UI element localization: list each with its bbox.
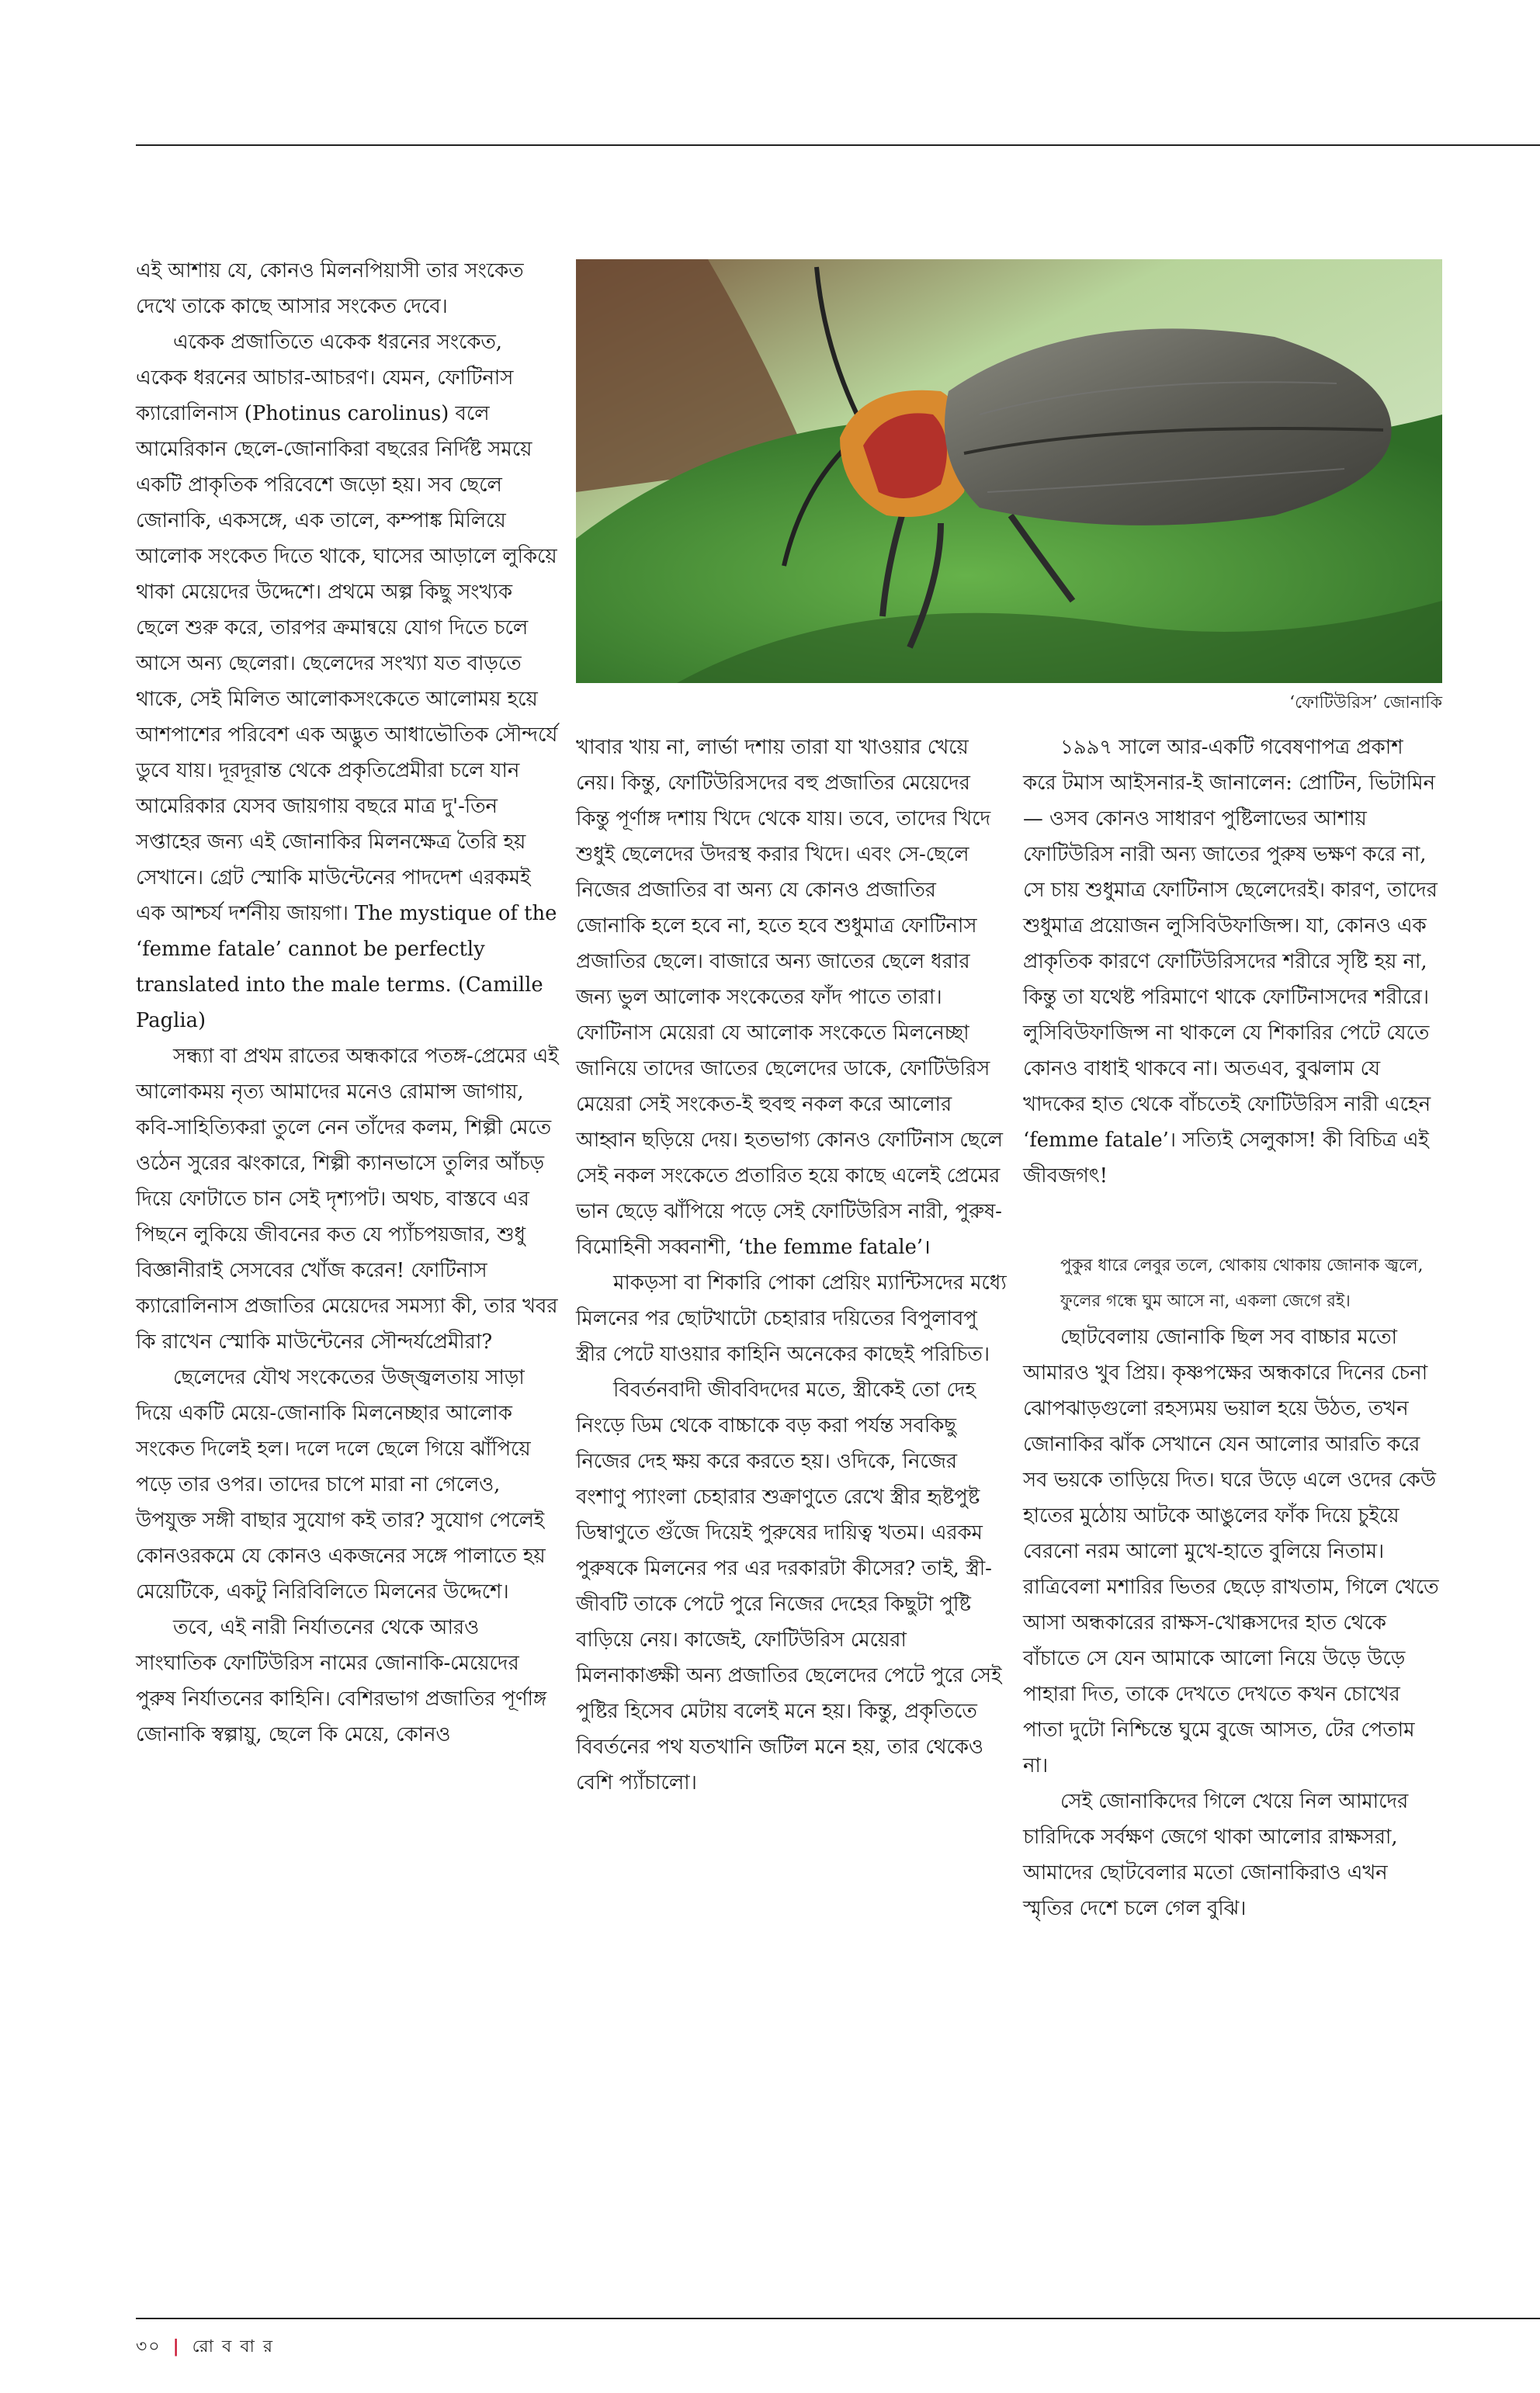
poem-line: পুকুর ধারে লেবুর তলে, থোকায় থোকায় জোনাক জ্বলে, (1060, 1256, 1424, 1275)
paragraph: এই আশায় যে, কোনও মিলনপিয়াসী তার সংকেত দেখে তাকে কাছে আসার সংকেত দেবে। (136, 259, 524, 318)
text-column-3 (1023, 730, 1442, 1927)
paragraph: সেই জোনাকিদের গিলে খেয়ে নিল আমাদের চারিদিকে সর্বক্ষণ জেগে থাকা আলোর রাক্ষসরা, আমাদের ছোটবেলার মতো জোনাকিরাও এখন স্মৃতির দেশে চলে গেল বুঝি। (1023, 1790, 1409, 1920)
paragraph: সন্ধ্যা বা প্রথম রাতের অন্ধকারে পতঙ্গ-প্রেমের এই আলোকময় নৃত্য আমাদের মনেও রোমান্স জাগায়, কবি-সাহিত্যিকরা তুলে নেন তাঁদের কলম, শিল্পী মেতে ওঠেন সুরের ঝংকারে, শিল্পী ক্যানভাসে তুলির আঁচড় দিয়ে ফোটাতে চান সেই দৃশ্যপট। অথচ, বাস্তবে এর পিছনে লুকিয়ে জীবনের কত যে প্যাঁচপয়জার, শুধু বিজ্ঞানীরাই সেসবের খোঁজ করেন! ফোটিনাস ক্যারোলিনাস প্রজাতির মেয়েদের সমস্যা কী, তার খবর কি রাখেন স্মোকি মাউন্টেনের সৌন্দর্যপ্রেমীরা? (136, 1045, 559, 1354)
paragraph: তবে, এই নারী নির্যাতনের থেকে আরও সাংঘাতিক ফোটিউরিস নামের জোনাকি-মেয়েদের পুরুষ নির্যাতনের কাহিনি। বেশিরভাগ প্রজাতির পূর্ণাঙ্গ জোনাকি স্বল্পায়ু, ছেলে কি মেয়ে, কোনও (136, 1616, 547, 1746)
paragraph: মাকড়সা বা শিকারি পোকা প্রেয়িং ম্যান্টিসদের মধ্যে মিলনের পর ছোটখাটো চেহারার দয়িতের বিপুলাবপু স্ত্রীর পেটে যাওয়ার কাহিনি অনেকের কাছেই পরিচিত। (576, 1271, 1007, 1366)
page-footer (136, 2333, 274, 2362)
paragraph: ছেলেদের যৌথ সংকেতের উজ্জ্বলতায় সাড়া দিয়ে একটি মেয়ে-জোনাকি মিলনেচ্ছার আলোক সংকেত দিলেই হল। দলে দলে ছেলে গিয়ে ঝাঁপিয়ে পড়ে তার ওপর। তাদের চাপে মারা না গেলেও, উপযুক্ত সঙ্গী বাছার সুযোগ কই তার? সুযোগ পেলেই কোনওরকমে যে কোনও একজনের সঙ্গে পালাতে হয় মেয়েটিকে, একটু নিরিবিলিতে মিলনের উদ্দেশে। (136, 1366, 546, 1604)
firefly-photo (576, 259, 1442, 683)
text-column-2 (576, 730, 1007, 1801)
paragraph: ছোটবেলায় জোনাকি ছিল সব বাচ্চার মতো আমারও খুব প্রিয়। কৃষ্ণপক্ষের অন্ধকারে দিনের চেনা ঝোপঝাড়গুলো রহস্যময় ভয়াল হয়ে উঠত, তখন জোনাকির ঝাঁক সেখানে যেন আলোর আরতি করে সব ভয়কে তাড়িয়ে দিত। ঘরে উড়ে এলে ওদের কেউ হাতের মুঠোয় আটকে আঙুলের ফাঁক দিয়ে চুইয়ে বেরনো নরম আলো মুখে-হাতে বুলিয়ে নিতাম। রাত্রিবেলা মশারির ভিতর ছেড়ে রাখতাম, গিলে খেতে আসা অন্ধকারের রাক্ষস-খোক্কসদের হাত থেকে বাঁচাতে সে যেন আমাকে আলো নিয়ে উড়ে উড়ে পাহারা দিত, তাকে দেখতে দেখতে কখন চোখের পাতা দুটো নিশ্চিন্তে ঘুমে বুজে আসত, টের পেতাম না। (1023, 1326, 1439, 1777)
poem-quote (1060, 1248, 1442, 1320)
page-number: ৩০ (136, 2337, 161, 2357)
top-rule (136, 144, 1540, 146)
publication-name: রো ব বা র (192, 2337, 274, 2357)
text-column-1 (136, 253, 559, 1753)
paragraph: ১৯৯৭ সালে আর-একটি গবেষণাপত্র প্রকাশ করে টমাস আইসনার-ই জানালেন: প্রোটিন, ভিটামিন— ওসব কোনও সাধারণ পুষ্টিলাভের আশায় ফোটিউরিস নারী অন্য জাতের পুরুষ ভক্ষণ করে না, সে চায় শুধুমাত্র ফোটিনাস ছেলেদেরই। কারণ, তাদের শুধুমাত্র প্রয়োজন লুসিবিউফাজিন্স। যা, কোনও এক প্রাকৃতিক কারণে ফোটিউরিসদের শরীরে সৃষ্টি হয় না, কিন্তু তা যথেষ্ট পরিমাণে থাকে ফোটিনাসদের শরীরে। লুসিবিউফাজিন্স না থাকলে যে শিকারির পেটে যেতে কোনও বাধাই থাকবে না। অতএব, বুঝলাম যে খাদকের হাত থেকে বাঁচতেই ফোটিউরিস নারী এহেন ‘femme fatale’। সত্যিই সেলুকাস! কী বিচিত্র এই জীবজগৎ! (1023, 736, 1438, 1188)
paragraph: খাবার খায় না, লার্ভা দশায় তারা যা খাওয়ার খেয়ে নেয়। কিন্তু, ফোটিউরিসদের বহু প্রজাতির মেয়েদের কিন্তু পূর্ণাঙ্গ দশায় খিদে থেকে যায়। তবে, তাদের খিদে শুধুই ছেলেদের উদরস্থ করার খিদে। এবং সে-ছেলে নিজের প্রজাতির বা অন্য যে কোনও প্রজাতির জোনাকি হলে হবে না, হতে হবে শুধুমাত্র ফোটিনাস প্রজাতির ছেলে। বাজারে অন্য জাতের ছেলে ধরার জন্য ভুল আলোক সংকেতের ফাঁদ পাতে তারা। ফোটিনাস মেয়েরা যে আলোক সংকেতে মিলনেচ্ছা জানিয়ে তাদের জাতের ছেলেদের ডাকে, ফোটিউরিস মেয়েরা সেই সংকেত-ই হুবহু নকল করে আলোর আহ্বান ছড়িয়ে দেয়। হতভাগ্য কোনও ফোটিনাস ছেলে সেই নকল সংকেতে প্রতারিত হয়ে কাছে এলেই প্রেমের ভান ছেড়ে ঝাঁপিয়ে পড়ে সেই ফোটিউরিস নারী, পুরুষ-বিমোহিনী সব্বনাশী, ‘the femme fatale’। (576, 736, 1003, 1259)
paragraph: একেক প্রজাতিতে একেক ধরনের সংকেত, একেক ধরনের আচার-আচরণ। যেমন, ফোটিনাস ক্যারোলিনাস (Photinus carolinus) বলে আমেরিকান ছেলে-জোনাকিরা বছরের নির্দিষ্ট সময়ে একটি প্রাকৃতিক পরিবেশে জড়ো হয়। সব ছেলে জোনাকি, একসঙ্গে, এক তালে, কম্পাঙ্ক মিলিয়ে আলোক সংকেত দিতে থাকে, ঘাসের আড়ালে লুকিয়ে থাকা মেয়েদের উদ্দেশে। প্রথমে অল্প কিছু সংখ্যক ছেলে শুরু করে, তারপর ক্রমান্বয়ে যোগ দিতে চলে আসে অন্য ছেলেরা। ছেলেদের সংখ্যা যত বাড়তে থাকে, সেই মিলিত আলোকসংকেতে আলোময় হয়ে আশপাশের পরিবেশ এক অদ্ভুত আধাভৌতিক সৌন্দর্যে ডুবে যায়। দূরদূরান্ত থেকে প্রকৃতিপ্রেমীরা চলে যান আমেরিকার যেসব জায়গায় বছরে মাত্র দু'-তিন সপ্তাহের জন্য এই জোনাকির মিলনক্ষেত্র তৈরি হয় সেখানে। গ্রেট স্মোকি মাউন্টেনের পাদদেশ এরকমই এক আশ্চর্য দর্শনীয় জায়গা। The mystique of the ‘femme fatale’ cannot be perfectly translated into the male terms. (Camille Paglia) (136, 331, 558, 1032)
poem-line: ফুলের গন্ধে ঘুম আসে না, একলা জেগে রই। (1060, 1292, 1351, 1311)
footer-separator: | (172, 2336, 181, 2357)
photo-caption: ‘ফোটিউরিস’ জোনাকি (1289, 693, 1442, 713)
paragraph: বিবর্তনবাদী জীববিদদের মতে, স্ত্রীকেই তো দেহ নিংড়ে ডিম থেকে বাচ্চাকে বড় করা পর্যন্ত সবকিছু নিজের দেহ ক্ষয় করে করতে হয়। ওদিকে, নিজের বংশাণু প্যাংলা চেহারার শুক্রাণুতে রেখে স্ত্রীর হৃষ্টপুষ্ট ডিম্বাণুতে গুঁজে দিয়েই পুরুষের দায়িত্ব খতম। এরকম পুরুষকে মিলনের পর এর দরকারটা কীসের? তাই, স্ত্রী-জীবটি তাকে পেটে পুরে নিজের দেহের কিছুটা পুষ্টি বাড়িয়ে নেয়। কাজেই, ফোটিউরিস মেয়েরা মিলনাকাঙ্ক্ষী অন্য প্রজাতির ছেলেদের পেটে পুরে সেই পুষ্টির হিসেব মেটায় বলেই মনে হয়। কিন্তু, প্রকৃতিতে বিবর্তনের পথ যতখানি জটিল মনে হয়, তার থেকেও বেশি প্যাঁচালো। (576, 1379, 1002, 1795)
bottom-rule (136, 2318, 1540, 2319)
